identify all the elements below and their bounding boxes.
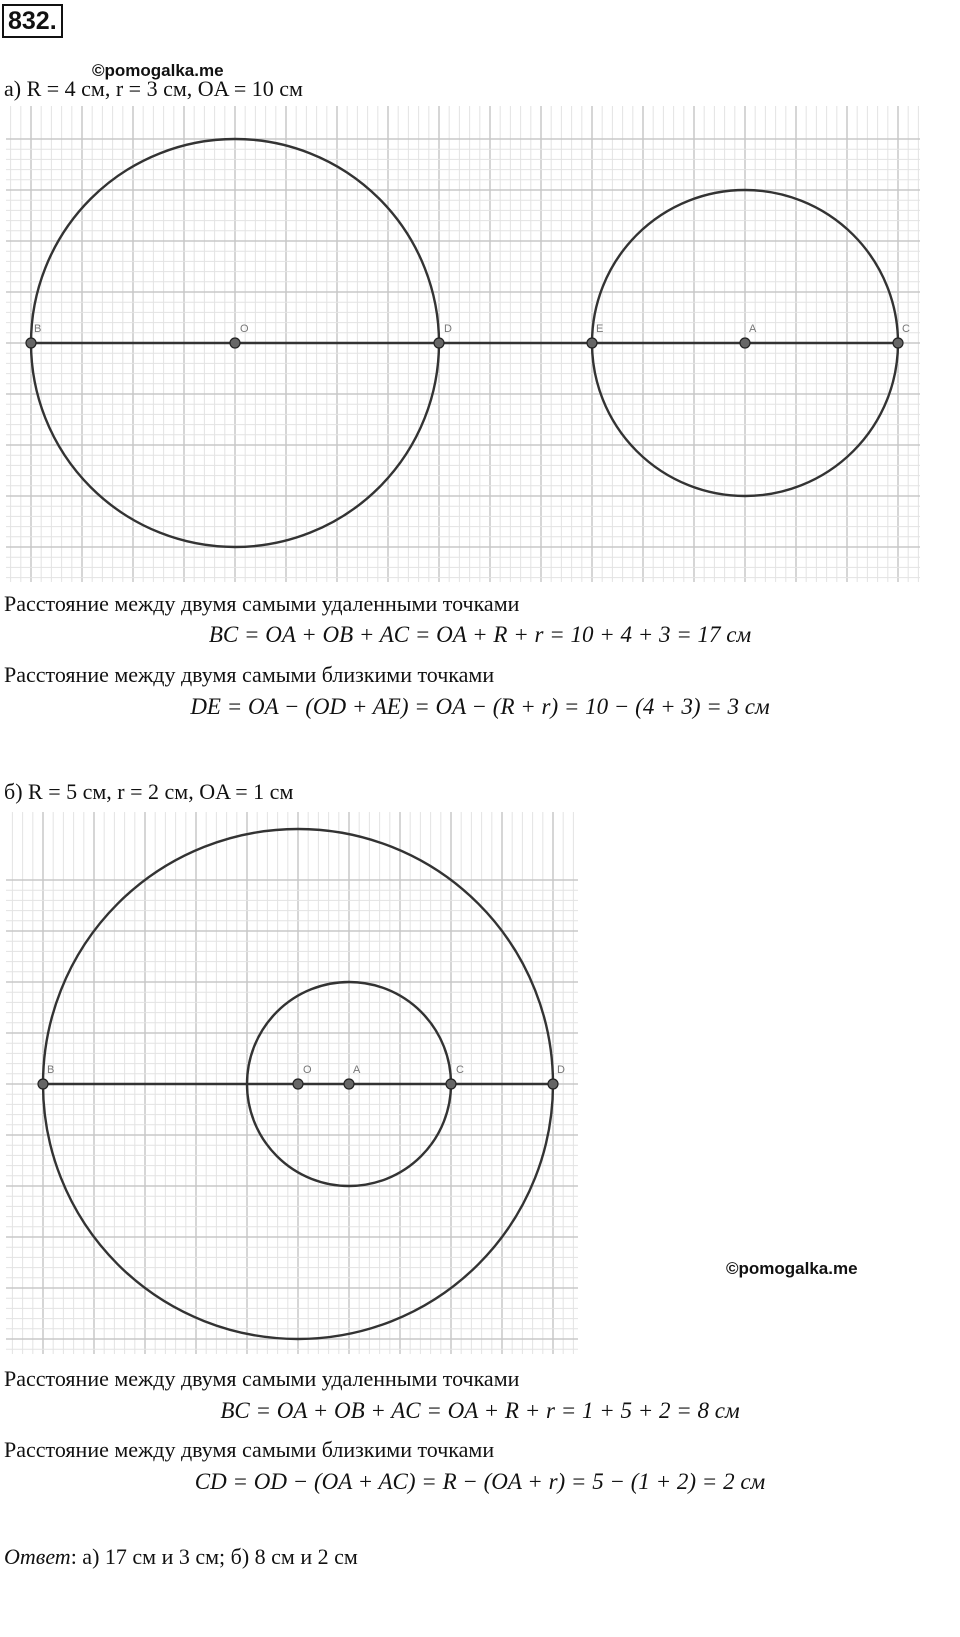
- point-o-b: [293, 1079, 303, 1089]
- answer-text: : а) 17 см и 3 см; б) 8 см и 2 см: [70, 1544, 358, 1569]
- point-a-a: [740, 338, 750, 348]
- label-b-b: B: [47, 1064, 55, 1076]
- figure-b: [6, 812, 578, 1354]
- label-o-b: O: [303, 1064, 312, 1076]
- part-a-near-formula: DE = OA − (OD + AE) = OA − (R + r) = 10 − (4 + 3) = 3 см: [190, 694, 770, 719]
- point-d-a: [434, 338, 444, 348]
- part-a-condition: а) R = 4 см, r = 3 см, OA = 10 см: [4, 76, 303, 101]
- label-c-b: C: [456, 1064, 464, 1076]
- label-c-a: C: [902, 323, 910, 335]
- label-b-a: B: [34, 323, 42, 335]
- part-b-far-formula: BC = OA + OB + AC = OA + R + r = 1 + 5 + 2 = 8 см: [220, 1398, 740, 1423]
- part-b-far-label: Расстояние между двумя самыми удаленными точками: [4, 1366, 520, 1391]
- watermark-top: ©pomogalka.me: [92, 61, 224, 80]
- part-b-near-formula: CD = OD − (OA + AC) = R − (OA + r) = 5 − (1 + 2) = 2 см: [194, 1469, 766, 1494]
- part-a-near-label: Расстояние между двумя самыми близкими точками: [4, 662, 495, 687]
- answer-prefix: Ответ: [4, 1544, 71, 1569]
- figure-a: [6, 106, 920, 582]
- watermark-bottom: ©pomogalka.me: [726, 1259, 858, 1278]
- answer: [4, 1544, 358, 1570]
- label-a-a: A: [749, 323, 757, 335]
- point-d-b: [548, 1079, 558, 1089]
- label-d-a: D: [444, 323, 452, 335]
- part-b-near-label: Расстояние между двумя самыми близкими точками: [4, 1437, 495, 1462]
- point-c-b: [446, 1079, 456, 1089]
- label-o-a: O: [240, 323, 249, 335]
- part-b-condition: б) R = 5 см, r = 2 см, OA = 1 см: [4, 779, 294, 804]
- part-a-far-label: Расстояние между двумя самыми удаленными точками: [4, 591, 520, 616]
- point-o-a: [230, 338, 240, 348]
- label-d-b: D: [557, 1064, 565, 1076]
- label-a-b: A: [353, 1064, 361, 1076]
- point-b-b: [38, 1079, 48, 1089]
- part-a-far-formula: BC = OA + OB + AC = OA + R + r = 10 + 4 + 3 = 17 см: [208, 622, 752, 647]
- point-c-a: [893, 338, 903, 348]
- label-e-a: E: [596, 323, 604, 335]
- problem-number: 832.: [2, 4, 63, 38]
- point-a-b: [344, 1079, 354, 1089]
- point-e-a: [587, 338, 597, 348]
- point-b-a: [26, 338, 36, 348]
